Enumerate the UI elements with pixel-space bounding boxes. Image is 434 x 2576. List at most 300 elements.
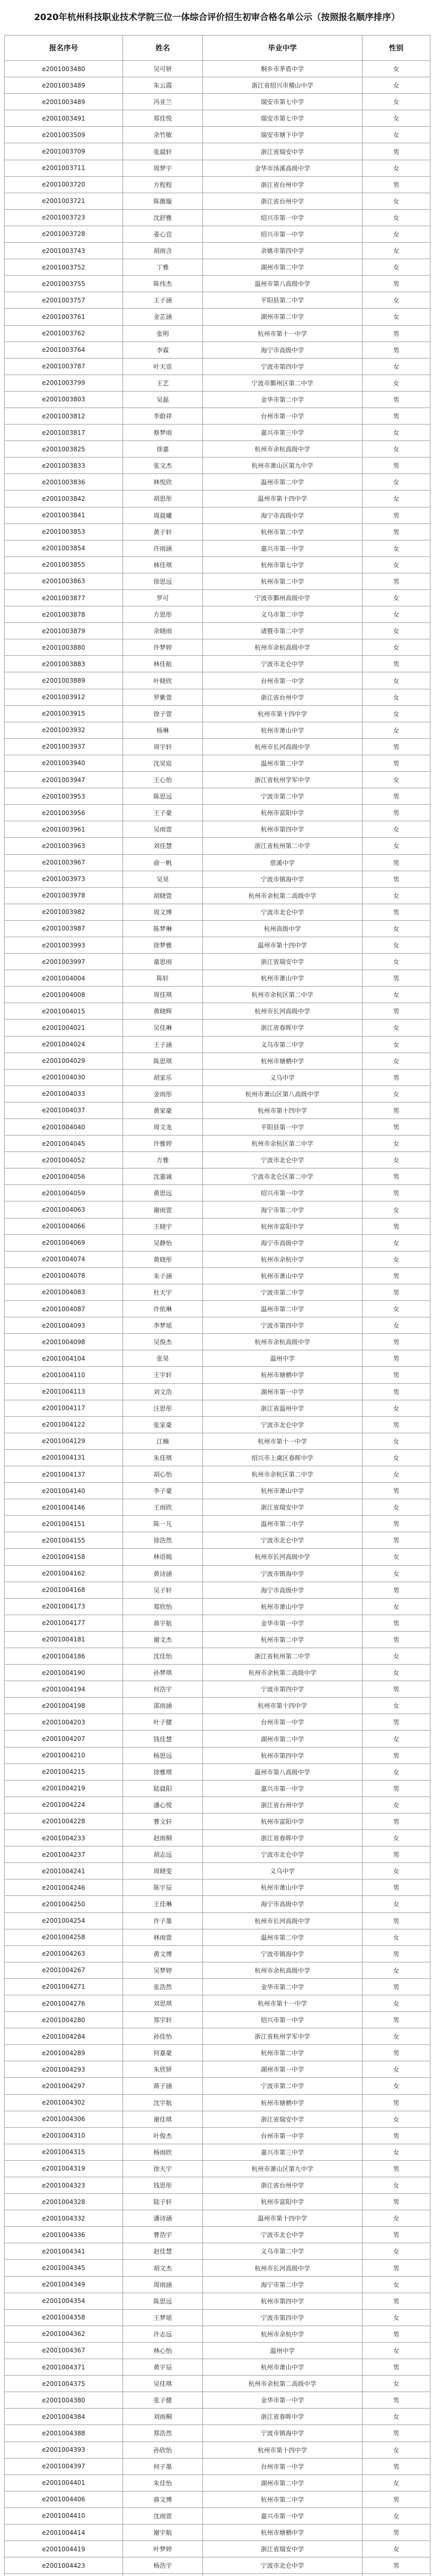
cell-school: 杭州市萧山中学	[203, 970, 362, 987]
cell-school: 绍兴市上虞区春晖中学	[203, 1449, 362, 1466]
cell-gender: 女	[362, 1797, 430, 1813]
cell-gender: 男	[362, 1416, 430, 1433]
cell-name: 朱欣妍	[123, 2061, 203, 2078]
cell-id: e2001003956	[5, 805, 123, 821]
cell-id: e2001003842	[5, 490, 123, 507]
cell-name: 罗紫萱	[123, 689, 203, 705]
cell-school: 台州市第一中学	[203, 1714, 362, 1731]
cell-gender: 男	[362, 1714, 430, 1731]
table-row	[5, 226, 430, 242]
cell-school: 杭州市第十一中学	[203, 1433, 362, 1449]
cell-gender: 男	[362, 1350, 430, 1367]
cell-name: 刘文浩	[123, 1383, 203, 1400]
cell-id: e2001003863	[5, 573, 123, 589]
cell-gender: 男	[362, 2293, 430, 2309]
table-row	[5, 2094, 430, 2111]
cell-id: e2001004250	[5, 1896, 123, 1912]
table-row	[5, 2293, 430, 2309]
cell-gender: 女	[362, 1648, 430, 1665]
cell-id: e2001004336	[5, 2227, 123, 2243]
cell-gender: 女	[362, 672, 430, 689]
table-row	[5, 639, 430, 656]
cell-id: e2001004406	[5, 2491, 123, 2507]
cell-id: e2001004129	[5, 1433, 123, 1449]
cell-gender: 男	[362, 2557, 430, 2574]
cell-school: 宁波市镇海中学	[203, 2425, 362, 2442]
cell-gender: 女	[362, 127, 430, 143]
cell-name: 吴静怡	[123, 1234, 203, 1251]
cell-school: 杭州市第十一中学	[203, 325, 362, 342]
cell-name: 蒋子涵	[123, 2078, 203, 2094]
cell-gender: 男	[362, 2458, 430, 2475]
cell-gender: 女	[362, 61, 430, 77]
cell-gender: 男	[362, 342, 430, 358]
cell-school: 杭州市第四中学	[203, 2293, 362, 2309]
cell-id: e2001004246	[5, 1879, 123, 1896]
cell-school: 宁波市第四中学	[203, 1681, 362, 1698]
cell-id: e2001004215	[5, 1764, 123, 1780]
cell-school: 浙江省杭州学军中学	[203, 772, 362, 788]
cell-name: 徐浩然	[123, 1532, 203, 1549]
cell-name: 徐思远	[123, 573, 203, 589]
cell-gender: 女	[362, 1598, 430, 1615]
table-row	[5, 176, 430, 193]
cell-id: e2001004284	[5, 2028, 123, 2045]
table-row	[5, 1152, 430, 1168]
cell-school: 金华市第一中学	[203, 1615, 362, 1631]
cell-name: 周文龙	[123, 1119, 203, 1136]
cell-name: 杨琳	[123, 722, 203, 738]
cell-school: 杭州市余杭高级中学	[203, 441, 362, 457]
cell-school: 海宁市高级中学	[203, 1582, 362, 1598]
cell-name: 陈一凡	[123, 1516, 203, 1532]
cell-name: 朱佳怡	[123, 2475, 203, 2491]
cell-school: 温州市第十四中学	[203, 937, 362, 953]
cell-gender: 女	[362, 1400, 430, 1416]
table-row	[5, 1813, 430, 1829]
cell-gender: 女	[362, 94, 430, 110]
table-row	[5, 2359, 430, 2376]
cell-name: 张子健	[123, 2392, 203, 2409]
cell-school: 浙江省台州中学	[203, 1797, 362, 1813]
table-row	[5, 2309, 430, 2326]
cell-id: e2001004024	[5, 1036, 123, 1053]
cell-school: 浙江省绍兴市稽山中学	[203, 77, 362, 94]
cell-name: 陈轩	[123, 970, 203, 987]
table-row	[5, 1350, 430, 1367]
cell-school: 浙江省台州中学	[203, 689, 362, 705]
cell-name: 沈舒雅	[123, 209, 203, 226]
cell-id: e2001003915	[5, 705, 123, 722]
table-row	[5, 1334, 430, 1350]
cell-id: e2001004155	[5, 1532, 123, 1549]
cell-school: 宁波市北仑中学	[203, 1532, 362, 1549]
cell-id: e2001004194	[5, 1681, 123, 1698]
table-row	[5, 2177, 430, 2194]
cell-gender: 男	[362, 1516, 430, 1532]
cell-name: 陈思远	[123, 788, 203, 805]
cell-gender: 男	[362, 2127, 430, 2144]
cell-name: 林心怡	[123, 2342, 203, 2359]
cell-gender: 女	[362, 2028, 430, 2045]
cell-gender: 女	[362, 1152, 430, 1168]
cell-school: 温州市第二中学	[203, 1516, 362, 1532]
table-row	[5, 490, 430, 507]
cell-id: e2001003937	[5, 738, 123, 755]
cell-gender: 女	[362, 623, 430, 639]
cell-gender: 女	[362, 1896, 430, 1912]
cell-name: 金雨彤	[123, 1086, 203, 1102]
table-row	[5, 1797, 430, 1813]
cell-id: e2001004219	[5, 1780, 123, 1797]
cell-gender: 男	[362, 2326, 430, 2342]
cell-name: 王晓宇	[123, 1218, 203, 1234]
cell-gender: 女	[362, 2376, 430, 2392]
cell-name: 孙欣怡	[123, 2442, 203, 2458]
cell-school: 湖州市第一中学	[203, 2061, 362, 2078]
cell-name: 张家豪	[123, 1416, 203, 1433]
cell-id: e2001004117	[5, 1400, 123, 1416]
cell-name: 张晨轩	[123, 143, 203, 160]
cell-gender: 男	[362, 1119, 430, 1136]
cell-id: e2001003752	[5, 259, 123, 276]
cell-school: 杭州市塘栖中学	[203, 2524, 362, 2540]
cell-id: e2001003720	[5, 176, 123, 193]
cell-name: 郑宇轩	[123, 2012, 203, 2028]
table-row	[5, 838, 430, 854]
cell-gender: 女	[362, 639, 430, 656]
cell-id: e2001004087	[5, 1301, 123, 1317]
cell-gender: 女	[362, 689, 430, 705]
cell-gender: 女	[362, 77, 430, 94]
table-row	[5, 1698, 430, 1714]
cell-gender: 男	[362, 1681, 430, 1698]
cell-gender: 男	[362, 325, 430, 342]
cell-gender: 女	[362, 243, 430, 259]
table-row	[5, 2507, 430, 2524]
cell-id: e2001003825	[5, 441, 123, 457]
table-row	[5, 2574, 430, 2576]
cell-id: e2001003889	[5, 672, 123, 689]
cell-name: 李子豪	[123, 1483, 203, 1499]
table-row	[5, 2442, 430, 2458]
cell-id: e2001004056	[5, 1168, 123, 1185]
cell-school: 宁波市鄞州区第二中学	[203, 375, 362, 391]
cell-gender: 女	[362, 309, 430, 325]
cell-name	[123, 2574, 203, 2576]
cell-name: 朱佳琪	[123, 1449, 203, 1466]
cell-name: 许依琳	[123, 1301, 203, 1317]
table-row	[5, 1433, 430, 1449]
cell-gender: 女	[362, 226, 430, 242]
cell-id: e2001004004	[5, 970, 123, 987]
cell-school: 浙江省春晖中学	[203, 2409, 362, 2425]
cell-gender: 女	[362, 1317, 430, 1334]
cell-name: 方雅	[123, 1152, 203, 1168]
cell-name: 王宇轩	[123, 1367, 203, 1383]
cell-school: 瑞安市塘下中学	[203, 127, 362, 143]
cell-id: e2001004358	[5, 2309, 123, 2326]
cell-id: e2001004271	[5, 1978, 123, 1995]
cell-gender: 男	[362, 2392, 430, 2409]
cell-gender: 女	[362, 2342, 430, 2359]
table-row	[5, 689, 430, 705]
table-row	[5, 1449, 430, 1466]
table-row	[5, 2227, 430, 2243]
cell-gender: 女	[362, 2475, 430, 2491]
cell-name: 俞一帆	[123, 854, 203, 871]
cell-id: e2001004029	[5, 1053, 123, 1069]
cell-name: 林佳琪	[123, 556, 203, 573]
cell-name: 陆子轩	[123, 2194, 203, 2210]
cell-school: 浙江省瑞安中学	[203, 954, 362, 970]
table-row	[5, 937, 430, 953]
cell-school: 义乌中学	[203, 1069, 362, 1086]
cell-school: 宁波市北仑中学	[203, 1846, 362, 1863]
cell-school: 嘉兴市第一中学	[203, 540, 362, 556]
cell-gender: 女	[362, 1433, 430, 1449]
table-row	[5, 2012, 430, 2028]
cell-name: 叶天语	[123, 358, 203, 375]
table-row	[5, 2409, 430, 2425]
cell-school: 杭州市富阳中学	[203, 2194, 362, 2210]
cell-name: 曹文轩	[123, 1813, 203, 1829]
cell-gender: 女	[362, 1053, 430, 1069]
cell-school: 湖州市第二中学	[203, 1731, 362, 1747]
cell-gender: 女	[362, 590, 430, 606]
cell-name: 李蔚祥	[123, 408, 203, 424]
table-row	[5, 2028, 430, 2045]
header-school: 毕业中学	[203, 36, 362, 61]
cell-school: 杭州市萧山中学	[203, 722, 362, 738]
cell-name: 钱思彤	[123, 2177, 203, 2194]
cell-id: e2001004104	[5, 1350, 123, 1367]
cell-gender: 男	[362, 1069, 430, 1086]
cell-id: e2001003982	[5, 904, 123, 920]
cell-gender: 男	[362, 457, 430, 474]
cell-name: 何子墨	[123, 2458, 203, 2475]
cell-gender: 女	[362, 821, 430, 838]
results-table	[4, 35, 430, 2576]
cell-gender: 女	[362, 1863, 430, 1879]
cell-id: e2001004131	[5, 1449, 123, 1466]
cell-id: e2001003764	[5, 342, 123, 358]
cell-gender: 女	[362, 1136, 430, 1152]
table-row	[5, 722, 430, 738]
table-row	[5, 1863, 430, 1879]
table-row	[5, 1317, 430, 1334]
header-gender: 性别	[362, 36, 430, 61]
cell-name: 刘思琪	[123, 1995, 203, 2011]
cell-name: 陈伟杰	[123, 276, 203, 292]
cell-gender: 女	[362, 1201, 430, 1218]
cell-gender: 女	[362, 722, 430, 738]
cell-gender: 女	[362, 193, 430, 209]
cell-gender: 男	[362, 2359, 430, 2376]
table-row	[5, 1218, 430, 1234]
cell-name: 汪思彤	[123, 1400, 203, 1416]
table-row	[5, 1400, 430, 1416]
cell-name: 胡晓萱	[123, 887, 203, 904]
cell-gender: 男	[362, 573, 430, 589]
table-row	[5, 1499, 430, 1516]
cell-id: e2001004203	[5, 1714, 123, 1731]
table-row	[5, 1086, 430, 1102]
cell-school: 杭州市余杭区第二中学	[203, 1136, 362, 1152]
cell-gender: 女	[362, 2309, 430, 2326]
cell-gender: 女	[362, 209, 430, 226]
cell-gender: 女	[362, 2061, 430, 2078]
cell-name: 陈思琪	[123, 1053, 203, 1069]
cell-school: 杭州市萧山中学	[203, 1879, 362, 1896]
cell-school: 杭州市塘栖中学	[203, 1053, 362, 1069]
cell-id: e2001004066	[5, 1218, 123, 1234]
table-row	[5, 1251, 430, 1267]
cell-school	[203, 2574, 362, 2576]
cell-gender: 男	[362, 1978, 430, 1995]
cell-school: 义乌市第二中学	[203, 2243, 362, 2260]
cell-name: 沈嘉诚	[123, 1168, 203, 1185]
cell-gender: 男	[362, 2227, 430, 2243]
cell-id	[5, 2574, 123, 2576]
cell-gender: 男	[362, 1615, 430, 1631]
table-row	[5, 1896, 430, 1912]
cell-gender: 女	[362, 1301, 430, 1317]
table-row	[5, 2243, 430, 2260]
cell-name: 潘诗涵	[123, 2210, 203, 2227]
cell-school: 浙江省瑞安中学	[203, 143, 362, 160]
cell-name: 余晓雨	[123, 623, 203, 639]
cell-school: 金华市第二中学	[203, 1978, 362, 1995]
table-row	[5, 1582, 430, 1598]
cell-name: 王雨欣	[123, 1499, 203, 1516]
cell-id: e2001003880	[5, 639, 123, 656]
cell-id: e2001003879	[5, 623, 123, 639]
cell-school: 宁波市第二中学	[203, 2078, 362, 2094]
cell-gender: 男	[362, 1780, 430, 1797]
table-row	[5, 1185, 430, 1201]
cell-school: 杭州市萧山中学	[203, 1267, 362, 1284]
cell-id: e2001004419	[5, 2541, 123, 2557]
table-row	[5, 1119, 430, 1136]
cell-gender: 男	[362, 143, 430, 160]
table-row	[5, 1830, 430, 1846]
cell-gender: 男	[362, 1813, 430, 1829]
cell-name: 朱云霞	[123, 77, 203, 94]
cell-school: 瑞安市第七中学	[203, 110, 362, 127]
cell-name: 李梦瑶	[123, 1317, 203, 1334]
cell-school: 湖州市第二中学	[203, 259, 362, 276]
table-row	[5, 788, 430, 805]
cell-school: 宁波市鄞州高级中学	[203, 590, 362, 606]
cell-school: 杭州市塘栖中学	[203, 2094, 362, 2111]
cell-gender: 男	[362, 1284, 430, 1300]
cell-school: 海宁市第二中学	[203, 1201, 362, 1218]
table-row	[5, 954, 430, 970]
cell-gender: 男	[362, 755, 430, 771]
table-row	[5, 1995, 430, 2011]
cell-name: 蔡梦雨	[123, 425, 203, 441]
table-row	[5, 2276, 430, 2293]
table-row	[5, 2194, 430, 2210]
cell-id: e2001004059	[5, 1185, 123, 1201]
cell-name: 胡家乐	[123, 1069, 203, 1086]
cell-school: 浙江省瑞安中学	[203, 2541, 362, 2557]
table-row	[5, 1516, 430, 1532]
cell-id: e2001003993	[5, 937, 123, 953]
cell-school: 义乌市第二中学	[203, 606, 362, 623]
cell-school: 宁波市第二中学	[203, 788, 362, 805]
cell-name: 陈薇璇	[123, 193, 203, 209]
table-row	[5, 1764, 430, 1780]
cell-gender: 女	[362, 920, 430, 937]
cell-school: 杭州市第二中学	[203, 1631, 362, 1648]
cell-id: e2001004349	[5, 2276, 123, 2293]
table-row	[5, 1945, 430, 1962]
cell-school: 温州市第八高级中学	[203, 276, 362, 292]
table-row	[5, 2061, 430, 2078]
cell-gender: 男	[362, 788, 430, 805]
cell-gender: 女	[362, 1449, 430, 1466]
cell-id: e2001003743	[5, 243, 123, 259]
cell-school: 台州市第一中学	[203, 2458, 362, 2475]
cell-name: 徐天宇	[123, 2160, 203, 2177]
cell-id: e2001004371	[5, 2359, 123, 2376]
cell-gender: 男	[362, 2260, 430, 2276]
cell-gender: 男	[362, 1945, 430, 1962]
cell-name: 徐子萱	[123, 705, 203, 722]
cell-gender: 男	[362, 1334, 430, 1350]
cell-school: 杭州市余杭高级中学	[203, 1334, 362, 1350]
table-row	[5, 540, 430, 556]
cell-school: 浙江省温州中学	[203, 1400, 362, 1416]
cell-gender: 女	[362, 1499, 430, 1516]
cell-id: e2001003755	[5, 276, 123, 292]
cell-gender: 女	[362, 1565, 430, 1582]
table-row	[5, 887, 430, 904]
cell-name: 王心怡	[123, 772, 203, 788]
cell-gender: 女	[362, 2144, 430, 2160]
table-row	[5, 1598, 430, 1615]
cell-school: 杭州市富阳中学	[203, 1813, 362, 1829]
cell-school: 余姚市第四中学	[203, 243, 362, 259]
table-row	[5, 2160, 430, 2177]
cell-school: 杭州市第四中学	[203, 821, 362, 838]
table-row	[5, 573, 430, 589]
cell-name: 丁雅	[123, 259, 203, 276]
table-row	[5, 1416, 430, 1433]
cell-gender: 女	[362, 1764, 430, 1780]
cell-school: 杭州市长河高级中学	[203, 1003, 362, 1020]
cell-school: 杭州市萧山区第八高级中学	[203, 1086, 362, 1102]
table-row	[5, 2475, 430, 2491]
cell-id: e2001004093	[5, 1317, 123, 1334]
cell-school: 杭州市余杭中学	[203, 1251, 362, 1267]
cell-name: 金芷涵	[123, 309, 203, 325]
cell-id: e2001004280	[5, 2012, 123, 2028]
cell-school: 杭州市塘栖中学	[203, 1367, 362, 1383]
cell-id: e2001004122	[5, 1416, 123, 1433]
cell-school: 杭州市长河高级中学	[203, 2260, 362, 2276]
cell-id: e2001003878	[5, 606, 123, 623]
cell-id: e2001004146	[5, 1499, 123, 1516]
cell-school: 平阳县第二中学	[203, 292, 362, 309]
cell-school: 浙江省杭州第二中学	[203, 838, 362, 854]
cell-gender: 女	[362, 606, 430, 623]
cell-id: e2001003480	[5, 61, 123, 77]
table-row	[5, 1648, 430, 1665]
table-row	[5, 556, 430, 573]
